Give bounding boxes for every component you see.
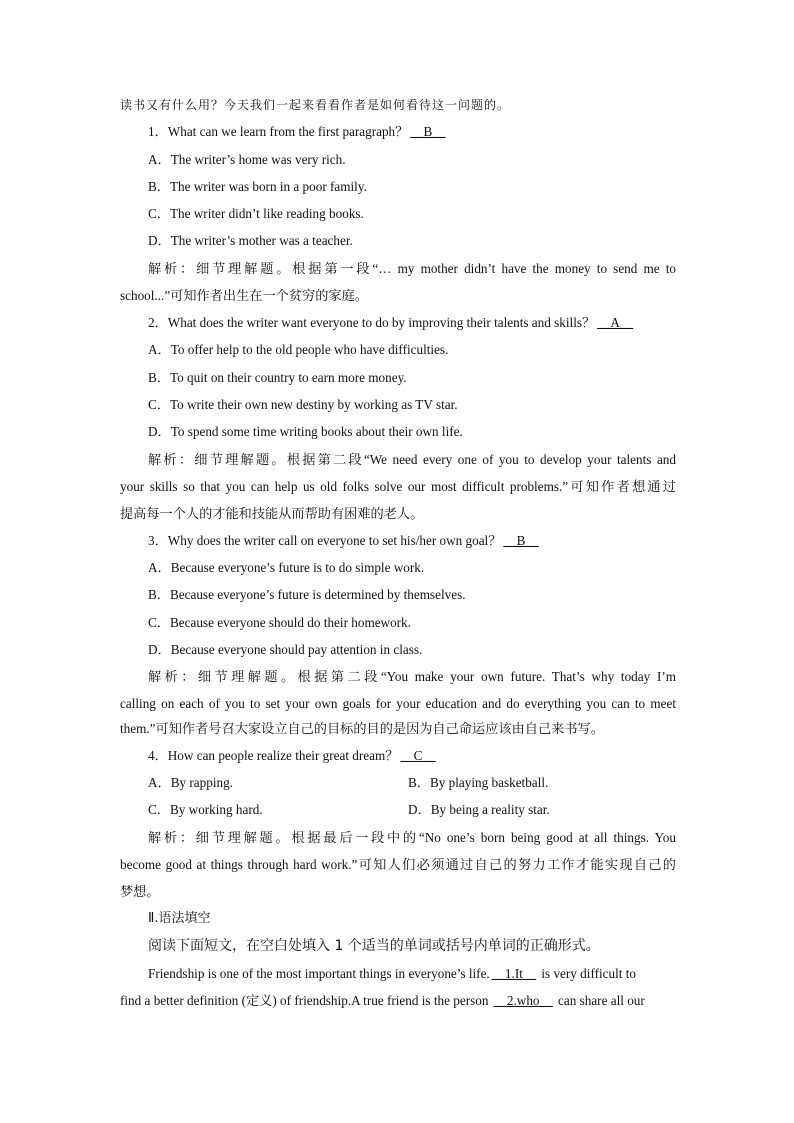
passage-text: find a better definition (定义) of friendship.A true friend is the person <box>120 993 492 1008</box>
q2-explanation-line-1: 解析：细节理解题。根据第二段“We need every one of you to develop your talents and <box>148 452 676 467</box>
q3-explanation-line-3: them.”可知作者号召大家设立自己的目标的目的是因为自己命运应该由自己来书写。 <box>120 721 604 736</box>
q4-explanation-line-2: become good at things through hard work.”可知人们必须通过自己的努力工作才能实现自己的 <box>120 857 676 872</box>
q3-option-d: D．Because everyone should pay attention in class. <box>148 642 423 657</box>
question-1-stem <box>148 123 676 141</box>
q1-option-a: A．The writer’s home was very rich. <box>148 152 346 167</box>
answer-blank: __B__ <box>410 124 446 139</box>
q1-explanation-line-1: 解析：细节理解题。根据第一段“… my mother didn’t have the money to send me to <box>148 261 676 276</box>
q3-explanation-line-2: calling on each of you to set your own goals for your education and do everything you can to meet <box>120 696 676 711</box>
question-4-stem <box>148 747 676 765</box>
question-stem-text: 3．Why does the writer call on everyone to set his/her own goal？ <box>148 533 502 548</box>
q4-option-c: C．By working hard. <box>148 802 263 817</box>
section-2-instruction: 阅读下面短文，在空白处填入 1 个适当的单词或括号内单词的正确形式。 <box>148 938 600 954</box>
question-stem-text: 1．What can we learn from the first paragraph？ <box>148 124 409 139</box>
passage-line-1 <box>148 965 676 983</box>
question-3-stem <box>148 532 676 550</box>
q4-explanation-line-1: 解析：细节理解题。根据最后一段中的“No one’s born being good at all things. You <box>148 830 676 845</box>
q3-option-a: A．Because everyone’s future is to do simple work. <box>148 560 425 575</box>
passage-text: is very difficult to <box>538 966 636 981</box>
q3-option-b: B．Because everyone’s future is determined by themselves. <box>148 587 466 602</box>
question-stem-text: 2．What does the writer want everyone to do by improving their talents and skills？ <box>148 315 596 330</box>
question-stem-text: 4．How can people realize their great dream？ <box>148 748 399 763</box>
q2-option-c: C．To write their own new destiny by working as TV star. <box>148 397 458 412</box>
passage-text: can share all our <box>554 993 645 1008</box>
q2-explanation-line-3: 提高每一个人的才能和技能从而帮助有困难的老人。 <box>120 506 424 521</box>
q2-explanation-line-2: your skills so that you can help us old folks solve our most difficult problems.”可知作者想通过 <box>120 479 676 494</box>
blank-2: __2.who__ <box>493 993 553 1008</box>
answer-blank: __C__ <box>400 748 436 763</box>
passage-text: Friendship is one of the most important things in everyone’s life. <box>148 966 490 981</box>
q4-option-a: A．By rapping. <box>148 775 233 790</box>
q2-option-a: A．To offer help to the old people who have difficulties. <box>148 342 449 357</box>
q4-explanation-line-3: 梦想。 <box>120 884 160 899</box>
blank-1: __1.It__ <box>491 966 537 981</box>
passage-line-2 <box>120 992 676 1010</box>
q3-option-c: C．Because everyone should do their homework. <box>148 615 411 630</box>
q2-option-b: B．To quit on their country to earn more money. <box>148 370 407 385</box>
q1-option-b: B．The writer was born in a poor family. <box>148 179 367 194</box>
answer-blank: __A__ <box>597 315 634 330</box>
section-2-heading: Ⅱ.语法填空 <box>148 911 211 926</box>
q2-option-d: D．To spend some time writing books about their own life. <box>148 424 463 439</box>
answer-blank: __B__ <box>503 533 539 548</box>
q4-option-b: B．By playing basketball. <box>408 775 549 790</box>
q1-explanation-line-2: school...”可知作者出生在一个贫穷的家庭。 <box>120 288 368 303</box>
q1-option-d: D．The writer’s mother was a teacher. <box>148 233 353 248</box>
q3-explanation-line-1: 解析：细节理解题。根据第二段“You make your own future. That’s why today I’m <box>148 669 676 684</box>
intro-line: 读书又有什么用？今天我们一起来看看作者是如何看待这一问题的。 <box>120 98 511 112</box>
question-2-stem <box>148 314 676 332</box>
q4-option-d: D．By being a reality star. <box>408 802 550 817</box>
q1-option-c: C．The writer didn’t like reading books. <box>148 206 364 221</box>
